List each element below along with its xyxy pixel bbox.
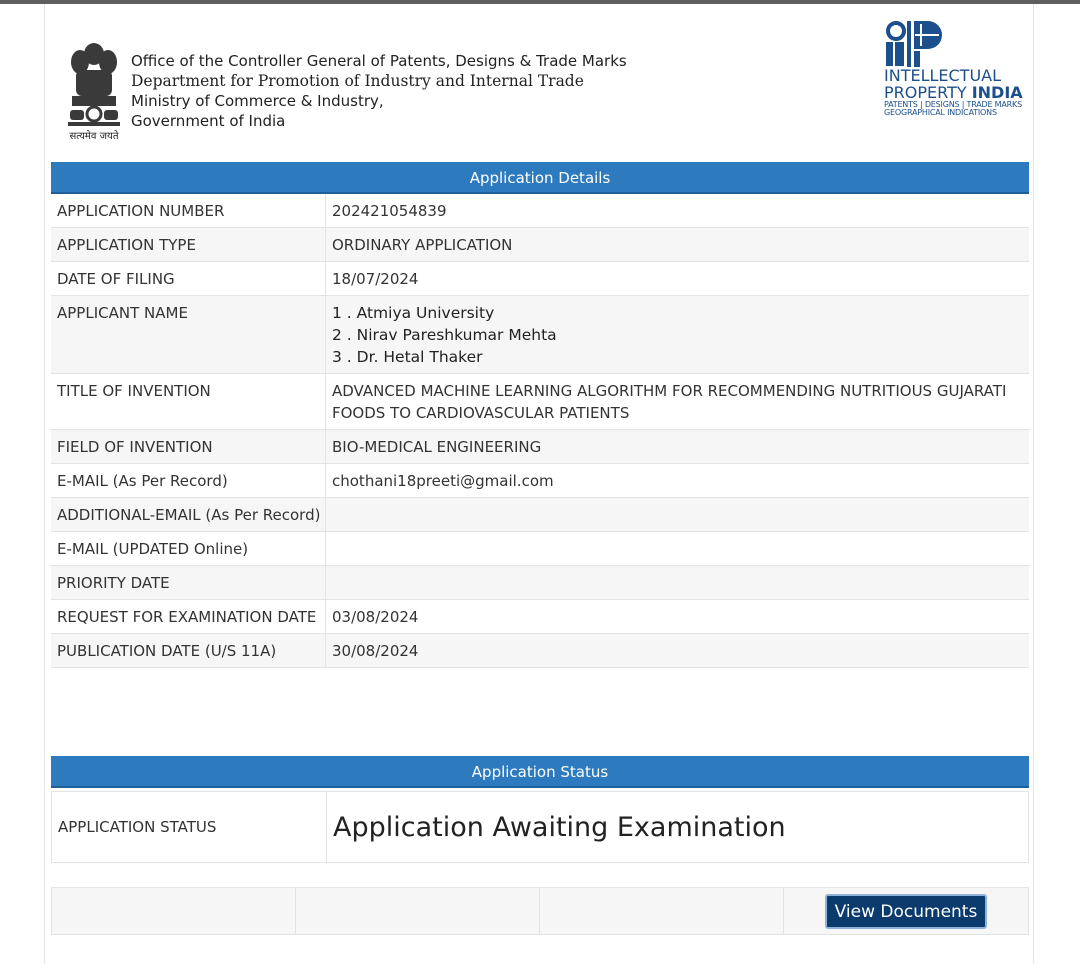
table-row — [51, 634, 1029, 668]
title-of-invention-value — [326, 374, 1029, 429]
status-value: Application Awaiting Examination — [333, 811, 786, 843]
office-title-block — [131, 51, 627, 131]
table-row — [51, 464, 1029, 498]
title-line-2: FOODS TO CARDIOVASCULAR PATIENTS — [332, 404, 630, 422]
row-label: APPLICATION NUMBER — [51, 194, 326, 227]
ip-india-logo-icon — [884, 20, 944, 68]
applicant-3: 3 . Dr. Hetal Thaker — [332, 348, 483, 366]
department-line: Department for Promotion of Industry and Internal Trade — [131, 72, 584, 90]
field-of-invention-value: BIO-MEDICAL ENGINEERING — [332, 438, 542, 456]
logo-line-intellectual: INTELLECTUAL — [884, 66, 1002, 85]
government-line: Government of India — [131, 112, 286, 130]
applicant-1: 1 . Atmiya University — [332, 304, 495, 322]
table-row — [51, 374, 1029, 430]
publication-date-value: 30/08/2024 — [332, 642, 419, 660]
office-line: Office of the Controller General of Patents, Designs & Trade Marks — [131, 52, 627, 70]
logo-word-india: INDIA — [971, 83, 1023, 102]
status-row — [51, 791, 1029, 863]
additional-email-value — [326, 498, 1029, 531]
row-label: REQUEST FOR EXAMINATION DATE — [51, 600, 326, 633]
button-cell — [784, 888, 1028, 934]
logo-sub-gi: GEOGRAPHICAL INDICATIONS — [884, 108, 997, 117]
documents-row — [51, 887, 1029, 935]
empty-cell — [296, 888, 540, 934]
row-label: APPLICATION TYPE — [51, 228, 326, 261]
logo-line-property-india — [884, 84, 1023, 101]
title-line-1: ADVANCED MACHINE LEARNING ALGORITHM FOR RECOMMENDING NUTRITIOUS GUJARATI — [332, 382, 1007, 400]
emblem-motto: सत्यमेव जयते — [69, 131, 119, 142]
row-label: PRIORITY DATE — [51, 566, 326, 599]
logo-word-property: PROPERTY — [884, 83, 972, 102]
table-row — [51, 532, 1029, 566]
updated-email-value — [326, 532, 1029, 565]
table-row — [51, 194, 1029, 228]
table-row — [51, 566, 1029, 600]
status-label: APPLICATION STATUS — [52, 792, 327, 862]
row-label: E-MAIL (As Per Record) — [51, 464, 326, 497]
row-label: PUBLICATION DATE (U/S 11A) — [51, 634, 326, 667]
application-type-value: ORDINARY APPLICATION — [332, 236, 513, 254]
application-status-header: Application Status — [51, 756, 1029, 788]
logo-sub-categories: PATENTS | DESIGNS | TRADE MARKS — [884, 100, 1022, 109]
row-label: ADDITIONAL-EMAIL (As Per Record) — [51, 498, 326, 531]
email-value: chothani18preeti@gmail.com — [332, 472, 554, 490]
table-row — [51, 430, 1029, 464]
row-label: DATE OF FILING — [51, 262, 326, 295]
application-details-header: Application Details — [51, 162, 1029, 194]
table-row — [51, 296, 1029, 374]
ministry-line: Ministry of Commerce & Industry, — [131, 92, 384, 110]
table-row — [51, 600, 1029, 634]
priority-date-value — [326, 566, 1029, 599]
row-label: FIELD OF INVENTION — [51, 430, 326, 463]
view-documents-button[interactable]: View Documents — [825, 894, 987, 929]
applicant-names — [326, 296, 1029, 373]
row-label: E-MAIL (UPDATED Online) — [51, 532, 326, 565]
ip-india-logo-text — [884, 67, 1023, 117]
table-row — [51, 498, 1029, 532]
empty-cell — [540, 888, 784, 934]
table-row — [51, 262, 1029, 296]
row-label: APPLICANT NAME — [51, 296, 326, 373]
empty-cell — [52, 888, 296, 934]
applicant-2: 2 . Nirav Pareshkumar Mehta — [332, 326, 557, 344]
examination-request-date-value: 03/08/2024 — [332, 608, 419, 626]
date-of-filing-value: 18/07/2024 — [332, 270, 419, 288]
application-number-value: 202421054839 — [332, 202, 447, 220]
row-label: TITLE OF INVENTION — [51, 374, 326, 429]
table-row — [51, 228, 1029, 262]
